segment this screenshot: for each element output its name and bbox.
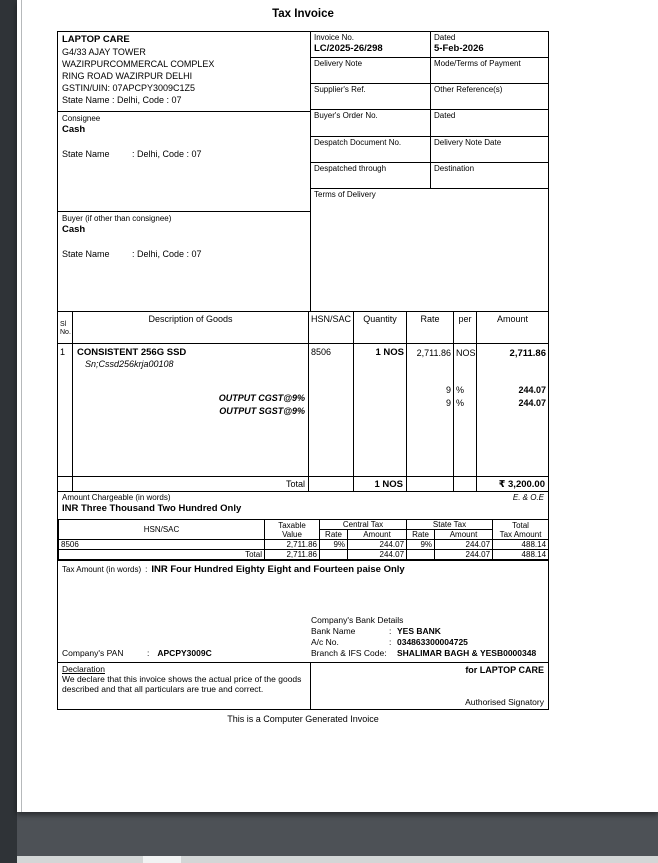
state-name-label: State Name	[62, 149, 110, 159]
tax-words-bank-section	[58, 560, 548, 662]
seller-name: LAPTOP CARE	[62, 34, 130, 45]
taxsum-total-camount: 244.07	[348, 550, 407, 560]
delivery-note-label: Delivery Note	[314, 59, 363, 68]
tax-amount-values	[479, 384, 546, 410]
sl-header-line2: No.	[60, 328, 71, 336]
bank-ac-value: 034863300004725	[397, 637, 468, 647]
tax-words-label: Tax Amount (in words)	[62, 565, 142, 574]
taxsum-total-srate	[407, 550, 435, 560]
suppliers-ref-label: Supplier's Ref.	[314, 85, 366, 94]
bank-name-label: Bank Name	[311, 626, 356, 636]
despatch-doc-cell	[311, 137, 431, 162]
company-pan-value: APCPY3009C	[157, 648, 212, 658]
taxsum-total-label: Total	[59, 550, 265, 560]
sl-header-line1: Sl	[60, 320, 67, 328]
meta-row	[311, 163, 548, 189]
taxsum-grand-total: 488.14	[493, 550, 549, 560]
bank-name-colon: :	[389, 626, 392, 636]
consignee-name: Cash	[62, 124, 86, 135]
page-title: Tax Invoice	[272, 8, 334, 20]
taxsum-total-samount: 244.07	[435, 550, 493, 560]
horizontal-scrollbar[interactable]	[17, 856, 658, 863]
delivery-note-cell	[311, 58, 431, 83]
buyer-label: Buyer (if other than consignee)	[62, 214, 172, 223]
taxsum-hsn-value: 8506	[59, 540, 265, 550]
tax-summary-header-row1	[59, 520, 549, 530]
company-pan-row	[62, 648, 212, 658]
central-amount-header: Amount	[348, 530, 407, 540]
state-name-value: : Delhi, Code : 07	[132, 249, 202, 259]
sgst-label: OUTPUT SGST@9%	[219, 406, 305, 416]
terms-of-delivery-cell	[311, 189, 548, 311]
item-rate-cell	[407, 344, 454, 476]
declaration-title: Declaration	[62, 664, 105, 674]
total-tax-line1: Total	[512, 520, 529, 530]
invoice-table	[57, 31, 549, 710]
taxsum-total-taxable: 2,711.86	[265, 550, 320, 560]
hsn-header: HSN/SAC	[309, 312, 354, 343]
buyer-box	[58, 212, 310, 312]
consignee-label: Consignee	[62, 114, 101, 123]
bank-ac-row	[311, 637, 545, 648]
meta-column	[311, 32, 548, 311]
tax-summary-total-row	[59, 550, 549, 560]
signature-box	[311, 663, 548, 709]
total-rate-cell	[407, 477, 454, 491]
consignee-state-line	[62, 149, 306, 159]
company-pan-colon: :	[147, 648, 150, 658]
item-amount-cell	[477, 344, 548, 476]
total-hsn-cell	[309, 477, 354, 491]
dated-value: 5-Feb-2026	[434, 43, 484, 54]
items-header-row	[58, 312, 548, 344]
tax-words-text: INR Four Hundred Eighty Eight and Fourteen paise Only	[151, 564, 405, 575]
taxsum-central-rate: 9%	[320, 540, 348, 550]
cgst-rate: 9	[445, 385, 451, 395]
taxsum-taxable-header	[265, 520, 320, 540]
bank-branch-label: Branch & IFS Code:	[311, 648, 387, 658]
item-hsn-cell: 8506	[309, 344, 354, 476]
meta-row	[311, 32, 548, 58]
seller-address-line: WAZIRPURCOMMERCAL COMPLEX	[62, 59, 215, 69]
seller-address-line: G4/33 AJAY TOWER	[62, 47, 146, 57]
invoice-no-value: LC/2025-26/298	[314, 43, 383, 54]
terms-of-delivery-label: Terms of Delivery	[314, 190, 376, 199]
bank-name-value: YES BANK	[397, 626, 441, 636]
mode-payment-cell	[431, 58, 548, 83]
consignee-box	[58, 112, 310, 212]
bank-branch-row	[311, 648, 545, 659]
amount-header: Amount	[496, 314, 529, 324]
quantity-header: Quantity	[354, 312, 407, 343]
delivery-note-date-cell	[431, 137, 548, 162]
buyer-state-line	[62, 249, 306, 259]
meta-row	[311, 137, 548, 163]
amount-words-label: Amount Chargeable (in words)	[62, 493, 171, 502]
declaration-signature-section	[58, 662, 548, 709]
taxsum-total-crate	[320, 550, 348, 560]
sgst-amount: 244.07	[518, 398, 546, 408]
bank-details-block	[311, 615, 545, 659]
per-header: per	[454, 312, 477, 343]
taxable-line1: Taxable	[278, 520, 306, 530]
taxsum-state-amount: 244.07	[435, 540, 493, 550]
item-amount-value: 2,711.86	[509, 348, 546, 359]
delivery-note-date-label: Delivery Note Date	[434, 138, 502, 147]
total-tax-header	[493, 520, 549, 540]
cgst-per: %	[456, 385, 465, 395]
state-name-value: : Delhi, Code : 07	[132, 149, 202, 159]
item-per-value: NOS	[456, 348, 476, 358]
item-description-cell	[73, 344, 309, 476]
other-ref-cell	[431, 84, 548, 109]
taxsum-state-rate: 9%	[407, 540, 435, 550]
amount-words-section	[58, 491, 548, 519]
despatched-through-cell	[311, 163, 431, 188]
item-per-cell	[454, 344, 477, 476]
output-tax-labels	[75, 392, 306, 418]
eoe-label: E. & O.E	[512, 493, 544, 502]
horizontal-scrollbar-thumb[interactable]	[143, 856, 181, 863]
sl-no-header	[58, 312, 73, 343]
bank-branch-value: SHALIMAR BAGH & YESB0000348	[397, 648, 537, 658]
items-total-row	[58, 476, 548, 491]
seller-box	[58, 32, 310, 112]
order-dated-cell	[431, 110, 548, 136]
dated-label: Dated	[434, 33, 456, 42]
suppliers-ref-cell	[311, 84, 431, 109]
despatch-doc-label: Despatch Document No.	[314, 138, 402, 147]
declaration-text: We declare that this invoice shows the actual price of the goods described and that all particulars are true and correct.	[62, 674, 302, 694]
item-name: CONSISTENT 256G SSD	[77, 347, 187, 358]
state-rate-header: Rate	[407, 530, 435, 540]
state-name-label: State Name	[62, 249, 110, 259]
bank-ac-colon: :	[389, 637, 392, 647]
cgst-label: OUTPUT CGST@9%	[218, 393, 305, 403]
despatched-through-label: Despatched through	[314, 164, 387, 173]
total-sl-cell	[58, 477, 73, 491]
viewer-left-strip	[0, 0, 17, 863]
items-body-row	[58, 344, 548, 476]
sgst-rate: 9	[445, 398, 451, 408]
page-edge-line	[21, 0, 22, 812]
rate-header: Rate	[407, 312, 454, 343]
amount-words-header	[62, 493, 544, 502]
company-pan-label: Company's PAN	[62, 648, 124, 658]
total-per-cell	[454, 477, 477, 491]
signature-for-line: for LAPTOP CARE	[465, 665, 544, 675]
state-amount-header: Amount	[435, 530, 493, 540]
declaration-box	[58, 663, 311, 709]
taxsum-total: 488.14	[493, 540, 549, 550]
total-label-cell: Total	[73, 477, 309, 491]
header-section	[58, 32, 548, 312]
taxsum-central-amount: 244.07	[348, 540, 407, 550]
order-dated-label: Dated	[434, 111, 456, 120]
meta-row	[311, 58, 548, 84]
bank-ac-label: A/c No.	[311, 637, 339, 647]
item-serial: Sn;Cssd256krja00108	[85, 359, 174, 369]
invoice-document	[57, 0, 549, 724]
computer-generated-note: This is a Computer Generated Invoice	[227, 714, 379, 724]
central-rate-header: Rate	[320, 530, 348, 540]
authorised-signatory-label: Authorised Signatory	[465, 697, 544, 707]
meta-row	[311, 110, 548, 137]
item-quantity-cell: 1 NOS	[354, 344, 407, 476]
party-column	[58, 32, 311, 311]
other-ref-label: Other Reference(s)	[434, 85, 503, 94]
meta-row	[311, 84, 548, 110]
tax-per-values	[456, 384, 474, 410]
bank-details-title: Company's Bank Details	[311, 615, 404, 625]
central-tax-header: Central Tax	[320, 520, 407, 530]
tax-summary-table	[58, 519, 549, 560]
dated-cell	[431, 32, 548, 57]
total-tax-line2: Tax Amount	[499, 529, 542, 539]
total-quantity-cell: 1 NOS	[354, 477, 407, 491]
tax-words-colon: :	[145, 565, 148, 574]
destination-label: Destination	[434, 164, 475, 173]
taxsum-hsn-header: HSN/SAC	[59, 520, 265, 540]
seller-state-line: State Name : Delhi, Code : 07	[62, 95, 182, 105]
item-rate-value: 2,711.86	[416, 348, 451, 358]
description-header: Description of Goods	[73, 312, 309, 343]
item-sl-cell: 1	[58, 344, 73, 476]
invoice-page	[17, 0, 658, 812]
sgst-per: %	[456, 398, 465, 408]
seller-gstin: GSTIN/UIN: 07APCPY3009C1Z5	[62, 83, 196, 93]
buyers-order-label: Buyer's Order No.	[314, 111, 378, 120]
buyer-name: Cash	[62, 224, 86, 235]
mode-payment-label: Mode/Terms of Payment	[434, 59, 521, 68]
bank-name-row	[311, 626, 545, 637]
invoice-no-label: Invoice No.	[314, 33, 355, 42]
buyers-order-cell	[311, 110, 431, 136]
tax-words-line	[58, 561, 548, 578]
tax-summary-data-row	[59, 540, 549, 550]
taxsum-taxable-value: 2,711.86	[265, 540, 320, 550]
state-tax-header: State Tax	[407, 520, 493, 530]
taxable-line2: Value	[282, 529, 302, 539]
seller-address-line: RING ROAD WAZIRPUR DELHI	[62, 71, 193, 81]
cgst-amount: 244.07	[518, 385, 546, 395]
tax-rate-values	[409, 384, 451, 410]
destination-cell	[431, 163, 548, 188]
amount-words-text: INR Three Thousand Two Hundred Only	[62, 503, 242, 514]
invoice-no-cell	[311, 32, 431, 57]
grand-total-amount: ₹ 3,200.00	[498, 478, 545, 490]
